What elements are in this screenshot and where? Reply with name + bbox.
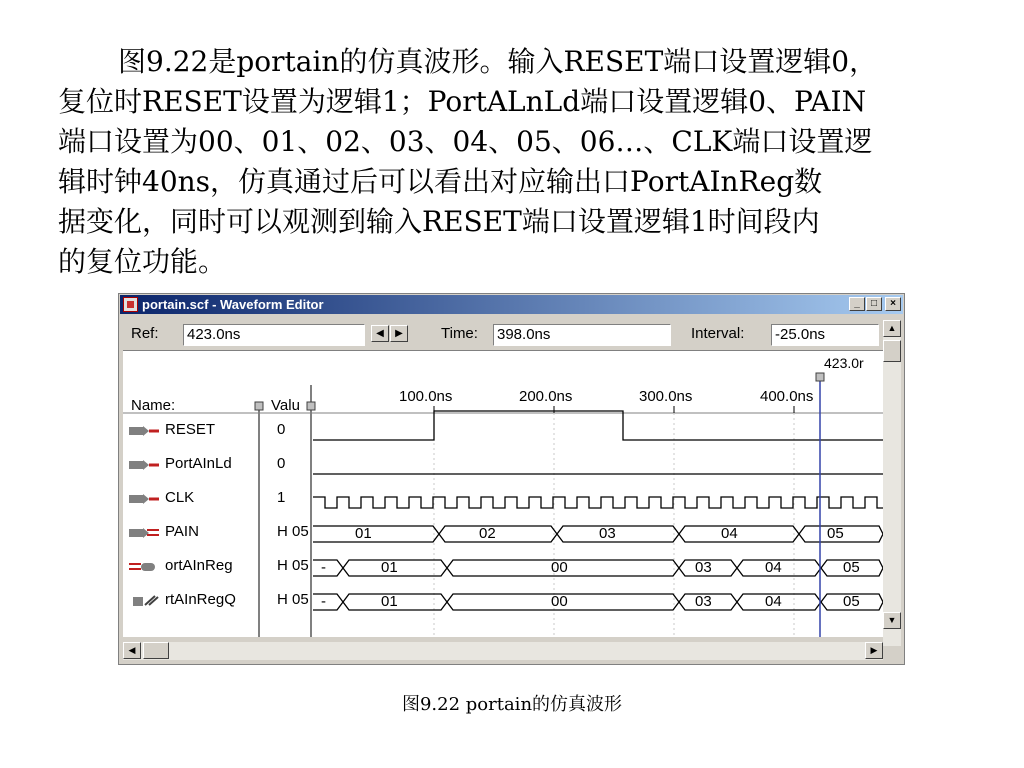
bus-value-label: 03 [695,559,712,576]
slide-paragraph [58,42,978,282]
signal-name[interactable]: PAIN [165,523,199,540]
signal-name[interactable]: ortAInReg [165,557,233,574]
waveform-editor-window [118,293,905,665]
cursor-time-label: 423.0r [824,355,864,371]
interval-label: Interval: [691,325,745,342]
vertical-scrollbar[interactable] [883,320,901,646]
bus-value-label: 00 [551,559,568,576]
bus-value-label: 03 [695,593,712,610]
scroll-up-button[interactable]: ▲ [883,320,901,337]
waveform-pane [123,350,883,637]
cursor-handle[interactable] [816,373,824,381]
interval-field[interactable]: -25.0ns [771,324,879,346]
bus-value-label: 05 [843,559,860,576]
maximize-button[interactable]: □ [866,297,882,311]
signal-value: 0 [277,421,286,438]
signal-name[interactable]: RESET [165,421,216,438]
bus-value-label: 03 [599,525,616,542]
bus-value-label: 04 [765,559,782,576]
signal-name[interactable]: CLK [165,489,195,506]
bus-value-label: 00 [551,593,568,610]
figure-caption: 图9.22 portain的仿真波形 [401,694,623,715]
signal-value: 0 [277,455,286,472]
bus-value-label: 02 [479,525,496,542]
bus-value-label: 01 [381,593,398,610]
time-label: Time: [441,325,478,342]
ref-label: Ref: [131,325,159,342]
title-bar[interactable] [120,295,903,314]
time-tick-label: 100.0ns [399,388,453,405]
prev-transition-button[interactable]: ◀ [371,325,389,342]
value-column-header: Valu [271,397,300,414]
time-tick-label: 400.0ns [760,388,814,405]
signal-value: H 05 [277,591,309,608]
signal-value: H 05 [277,523,309,540]
bus-value-label: - [321,593,326,610]
time-tick-label: 300.0ns [639,388,693,405]
pain-bus-waveform[interactable] [313,526,883,542]
signal-name[interactable]: rtAInRegQ [165,591,236,608]
minimize-button[interactable]: _ [849,297,865,311]
portainregq-bus-waveform[interactable] [313,594,883,610]
clk-waveform[interactable] [313,497,883,508]
time-tick-label: 200.0ns [519,388,573,405]
next-transition-button[interactable]: ▶ [390,325,408,342]
paragraph-line: 的复位功能。 [58,245,227,278]
bus-value-label: - [321,559,326,576]
scroll-left-button[interactable]: ◀ [123,642,141,659]
bus-value-label: 04 [721,525,738,542]
portainreg-bus-waveform[interactable] [313,560,883,576]
toolbar [119,320,904,348]
column-resize-handle[interactable] [255,402,263,410]
bus-value-label: 01 [381,559,398,576]
scroll-down-button[interactable]: ▼ [883,612,901,629]
bus-value-label: 01 [355,525,372,542]
ref-field[interactable]: 423.0ns [183,324,365,346]
horizontal-scrollbar[interactable] [123,642,883,660]
paragraph-line: 辑时钟40ns，仿真通过后可以看出对应输出口PortAInReg数 [58,165,823,198]
name-column-header: Name: [131,397,176,414]
reset-waveform[interactable] [313,411,883,440]
window-title: portain.scf - Waveform Editor [142,297,324,312]
column-resize-handle[interactable] [307,402,315,410]
paragraph-line: 复位时RESET设置为逻辑1；PortALnLd端口设置逻辑0、PAIN [58,85,867,118]
horizontal-scroll-thumb[interactable] [143,642,169,659]
app-icon[interactable] [123,297,138,312]
signal-value: H 05 [277,557,309,574]
close-button[interactable]: × [885,297,901,311]
scroll-thumb[interactable] [883,340,901,362]
scroll-right-button[interactable]: ▶ [865,642,883,659]
bus-value-label: 05 [827,525,844,542]
bus-value-label: 04 [765,593,782,610]
bus-value-label: 05 [843,593,860,610]
signal-name[interactable]: PortAInLd [165,455,232,472]
paragraph-line: 图9.22是portain的仿真波形。输入RESET端口设置逻辑0， [118,45,878,78]
time-field[interactable]: 398.0ns [493,324,671,346]
paragraph-line: 据变化，同时可以观测到输入RESET端口设置逻辑1时间段内 [58,205,820,238]
signal-value: 1 [277,489,286,506]
paragraph-line: 端口设置为00、01、02、03、04、05、06…、CLK端口设置逻 [58,125,873,158]
